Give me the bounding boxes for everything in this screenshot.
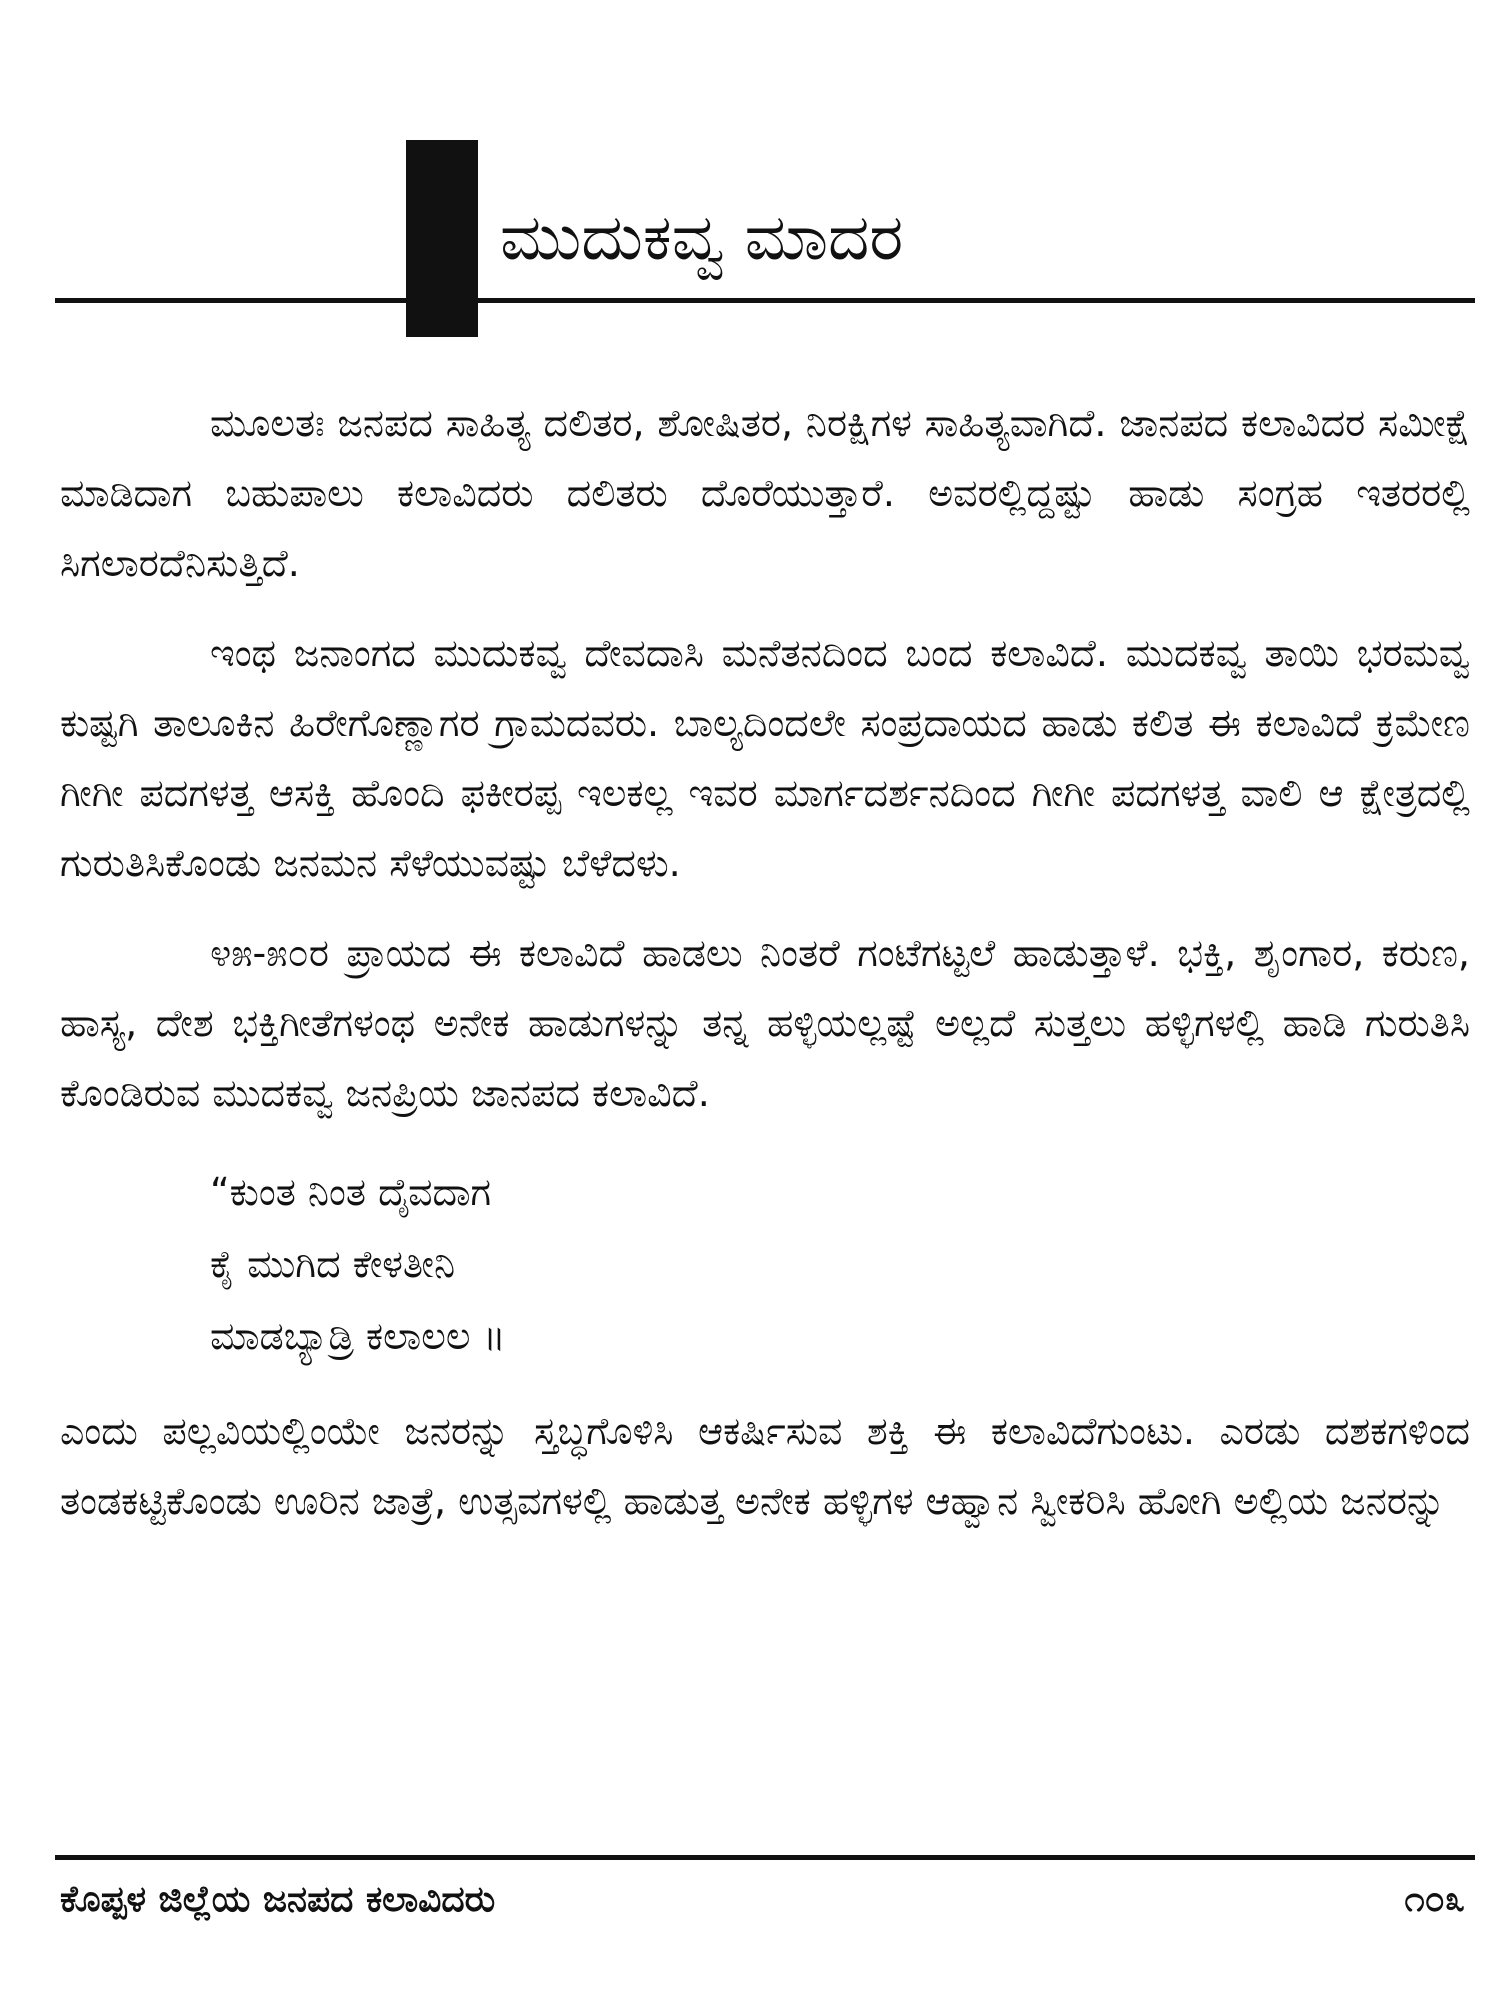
paragraph-closing: ಎಂದು ಪಲ್ಲವಿಯಲ್ಲಿಂಯೇ ಜನರನ್ನು ಸ್ತಬ್ಧಗೊಳಿಸಿ ಆಕರ್ಷಿಸುವ ಶಕ್ತಿ ಈ ಕಲಾವಿದೆಗುಂಟು. ಎರಡು ದಶಕಗಳಿಂದ ತಂಡಕಟ್ಟಿಕೊಂಡು ಊರಿನ ಜಾತ್ರೆ, ಉತ್ಸವಗಳಲ್ಲಿ ಹಾಡುತ್ತ ಅನೇಕ ಹಳ್ಳಿಗಳ ಆಹ್ವಾನ ಸ್ವೀಕರಿಸಿ ಹೋಗಿ ಅಲ್ಲಿಯ ಜನರನ್ನು (60, 1409, 1470, 1523)
verse-line-2: ಕೈ ಮುಗಿದ ಕೇಳತೀನಿ (210, 1242, 456, 1286)
verse-block (210, 1156, 1470, 1372)
title-divider (55, 298, 1475, 303)
body-text (60, 388, 1470, 1556)
page-number: ೧೦೩ (1404, 1879, 1465, 1920)
footer-book-title: ಕೊಪ್ಪಳ ಜಿಲ್ಲೆಯ ಜನಪದ ಕಲಾವಿದರು (60, 1879, 496, 1920)
verse-line-1: “ಕುಂತ ನಿಂತ ದೈವದಾಗ (210, 1170, 492, 1214)
verse-line-3: ಮಾಡಬ್ಯಾಡ್ರಿ ಕಲಾಲಲ ॥ (210, 1314, 506, 1358)
title-marker-bar (406, 140, 478, 337)
paragraph-1: ಮೂಲತಃ ಜನಪದ ಸಾಹಿತ್ಯ ದಲಿತರ, ಶೋಷಿತರ, ನಿರಕ್ಷಿಗಳ ಸಾಹಿತ್ಯವಾಗಿದೆ. ಜಾನಪದ ಕಲಾವಿದರ ಸಮೀಕ್ಷೆ ಮಾಡಿದಾಗ ಬಹುಪಾಲು ಕಲಾವಿದರು ದಲಿತರು ದೊರೆಯುತ್ತಾರೆ. ಅವರಲ್ಲಿದ್ದಷ್ಟು ಹಾಡು ಸಂಗ್ರಹ ಇತರರಲ್ಲಿ ಸಿಗಲಾರದೆನಿಸುತ್ತಿದೆ. (60, 401, 1470, 585)
paragraph-3: ೪೫-೫೦ರ ಪ್ರಾಯದ ಈ ಕಲಾವಿದೆ ಹಾಡಲು ನಿಂತರೆ ಗಂಟೆಗಟ್ಟಲೆ ಹಾಡುತ್ತಾಳೆ. ಭಕ್ತಿ, ಶೃಂಗಾರ, ಕರುಣ, ಹಾಸ್ಯ, ದೇಶ ಭಕ್ತಿಗೀತೆಗಳಂಥ ಅನೇಕ ಹಾಡುಗಳನ್ನು ತನ್ನ ಹಳ್ಳಿಯಲ್ಲಷ್ಟೆ ಅಲ್ಲದೆ ಸುತ್ತಲು ಹಳ್ಳಿಗಳಲ್ಲಿ ಹಾಡಿ ಗುರುತಿಸಿ ಕೊಂಡಿರುವ ಮುದಕವ್ವ ಜನಪ್ರಿಯ ಜಾನಪದ ಕಲಾವಿದೆ. (60, 931, 1470, 1115)
page-title: ಮುದುಕವ್ವ ಮಾದರ (500, 201, 904, 275)
footer-divider (55, 1855, 1475, 1860)
paragraph-2: ಇಂಥ ಜನಾಂಗದ ಮುದುಕವ್ವ ದೇವದಾಸಿ ಮನೆತನದಿಂದ ಬಂದ ಕಲಾವಿದೆ. ಮುದಕವ್ವ ತಾಯಿ ಭರಮವ್ವ ಕುಷ್ಟಗಿ ತಾಲೂಕಿನ ಹಿರೇಗೊಣ್ಣಾಗರ ಗ್ರಾಮದವರು. ಬಾಲ್ಯದಿಂದಲೇ ಸಂಪ್ರದಾಯದ ಹಾಡು ಕಲಿತ ಈ ಕಲಾವಿದೆ ಕ್ರಮೇಣ ಗೀಗೀ ಪದಗಳತ್ತ ಆಸಕ್ತಿ ಹೊಂದಿ ಫಕೀರಪ್ಪ ಇಲಕಲ್ಲ ಇವರ ಮಾರ್ಗದರ್ಶನದಿಂದ ಗೀಗೀ ಪದಗಳತ್ತ ವಾಲಿ ಆ ಕ್ಷೇತ್ರದಲ್ಲಿ ಗುರುತಿಸಿಕೊಂಡು ಜನಮನ ಸೆಳೆಯುವಷ್ಟು ಬೆಳೆದಳು. (60, 631, 1470, 885)
